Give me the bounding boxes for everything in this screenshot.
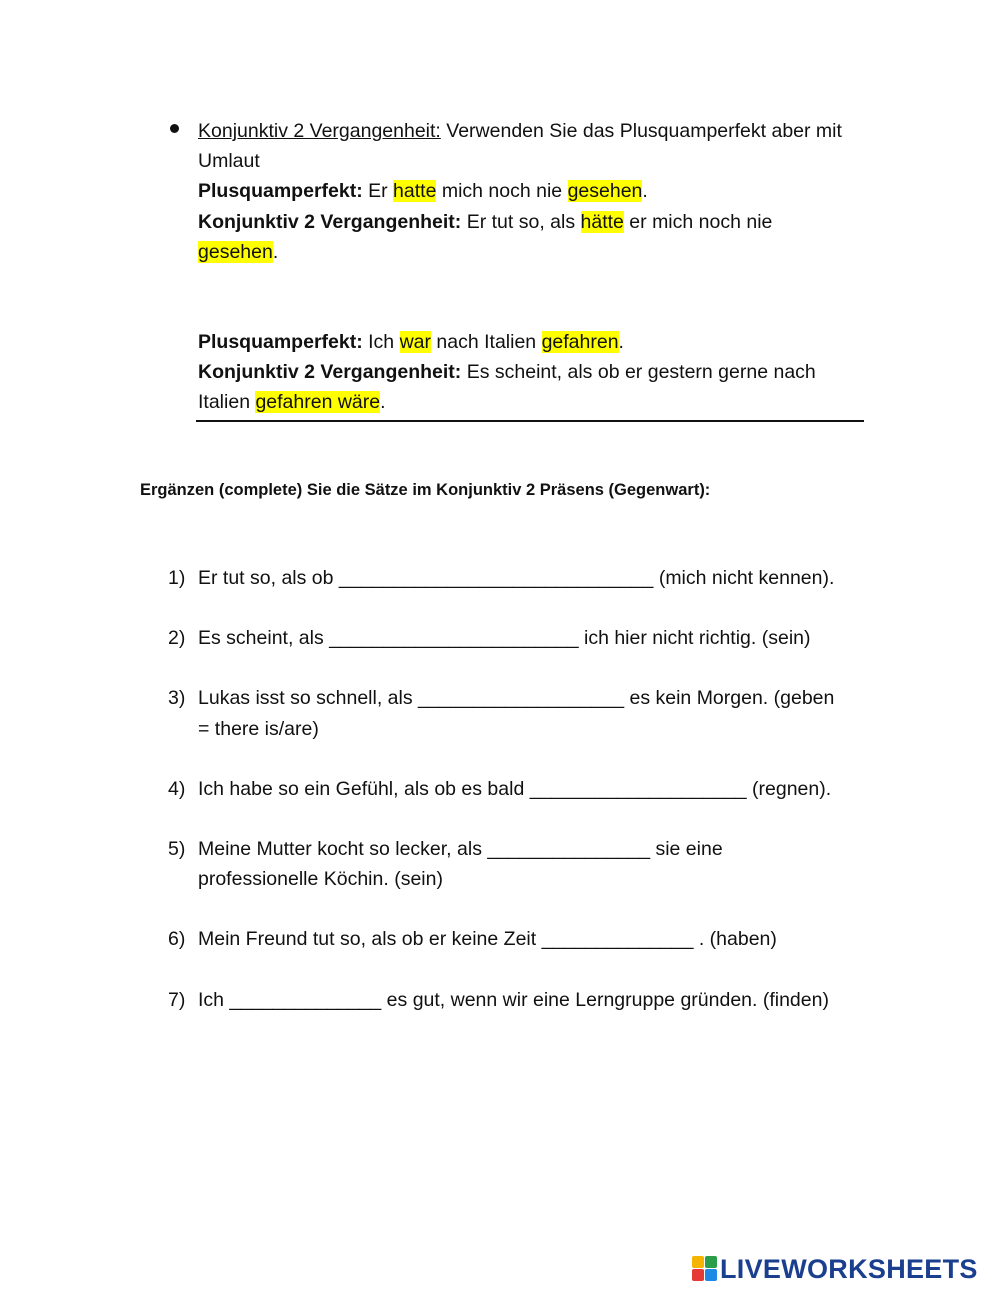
text: Ich xyxy=(362,331,400,354)
highlight: gefahren xyxy=(541,331,619,354)
example-2-k2 xyxy=(198,357,848,417)
text: nach Italien xyxy=(430,331,542,354)
text: . xyxy=(380,391,386,414)
exercise-item xyxy=(168,683,848,743)
text: . xyxy=(618,331,624,354)
task-title: Ergänzen (complete) Sie die Sätze im Konjunktiv 2 Präsens (Gegenwart): xyxy=(140,481,711,499)
item-text: Ich ______________ es gut, wenn wir eine Lerngruppe gründen. (finden) xyxy=(198,988,829,1011)
item-number: 6) xyxy=(168,928,186,951)
bullet-icon xyxy=(170,124,179,133)
item-text: Meine Mutter kocht so lecker, als _______________ sie eine professionelle Köchin. (sein) xyxy=(198,838,723,891)
label: Plusquamperfekt: xyxy=(198,180,363,203)
item-number: 1) xyxy=(168,567,186,589)
label: Plusquamperfekt: xyxy=(198,331,363,354)
item-number: 7) xyxy=(168,988,186,1011)
item-text: Ich habe so ein Gefühl, als ob es bald ____________________ (regnen). xyxy=(198,777,832,800)
highlight: war xyxy=(399,331,431,354)
grammar-explanation xyxy=(198,116,848,418)
example-2-pq xyxy=(198,327,848,357)
item-number: 3) xyxy=(168,687,186,710)
rule-heading: Konjunktiv 2 Vergangenheit: xyxy=(198,120,441,142)
text: Es scheint, als ob er gestern gerne nach Italien xyxy=(198,361,816,414)
text: Er xyxy=(362,180,394,203)
exercise-list xyxy=(168,563,848,1045)
label: Konjunktiv 2 Vergangenheit: xyxy=(198,210,462,233)
text: mich noch nie xyxy=(436,180,568,203)
rule-line xyxy=(198,116,848,176)
highlight: gesehen xyxy=(198,240,273,263)
exercise-item xyxy=(168,563,848,593)
text: . xyxy=(642,180,648,203)
example-1-pq xyxy=(198,176,848,206)
label: Konjunktiv 2 Vergangenheit: xyxy=(198,361,462,384)
exercise-item xyxy=(168,924,848,954)
item-number: 4) xyxy=(168,777,186,800)
item-text: Mein Freund tut so, als ob er keine Zeit ______________ . (haben) xyxy=(198,928,777,951)
liveworksheets-logo xyxy=(692,1254,978,1284)
text: er mich noch nie xyxy=(623,210,773,233)
item-number: 5) xyxy=(168,838,186,861)
highlight: hätte xyxy=(580,210,624,233)
exercise-item xyxy=(168,623,848,653)
item-text: Lukas isst so schnell, als ___________________ es kein Morgen. (geben = there is/are) xyxy=(198,687,835,740)
logo-icon xyxy=(692,1256,718,1282)
exercise-item xyxy=(168,985,848,1015)
item-text: Es scheint, als _______________________ ich hier nicht richtig. (sein) xyxy=(198,627,811,650)
item-number: 2) xyxy=(168,627,186,650)
text: Er tut so, als xyxy=(461,210,581,233)
text: . xyxy=(272,240,279,263)
exercise-item xyxy=(168,774,848,804)
logo-text: LIVEWORKSHEETS xyxy=(720,1253,978,1284)
highlight: hatte xyxy=(393,180,437,203)
highlight: gefahren wäre xyxy=(255,391,381,414)
item-text: Er tut so, als ob _____________________________ (mich nicht kennen). xyxy=(198,567,835,589)
rule-text: Verwenden Sie das Plusquamperfekt aber mit Umlaut xyxy=(198,120,842,173)
exercise-item xyxy=(168,834,848,894)
divider xyxy=(196,420,864,422)
example-1-k2 xyxy=(198,207,848,267)
highlight: gesehen xyxy=(567,180,643,203)
